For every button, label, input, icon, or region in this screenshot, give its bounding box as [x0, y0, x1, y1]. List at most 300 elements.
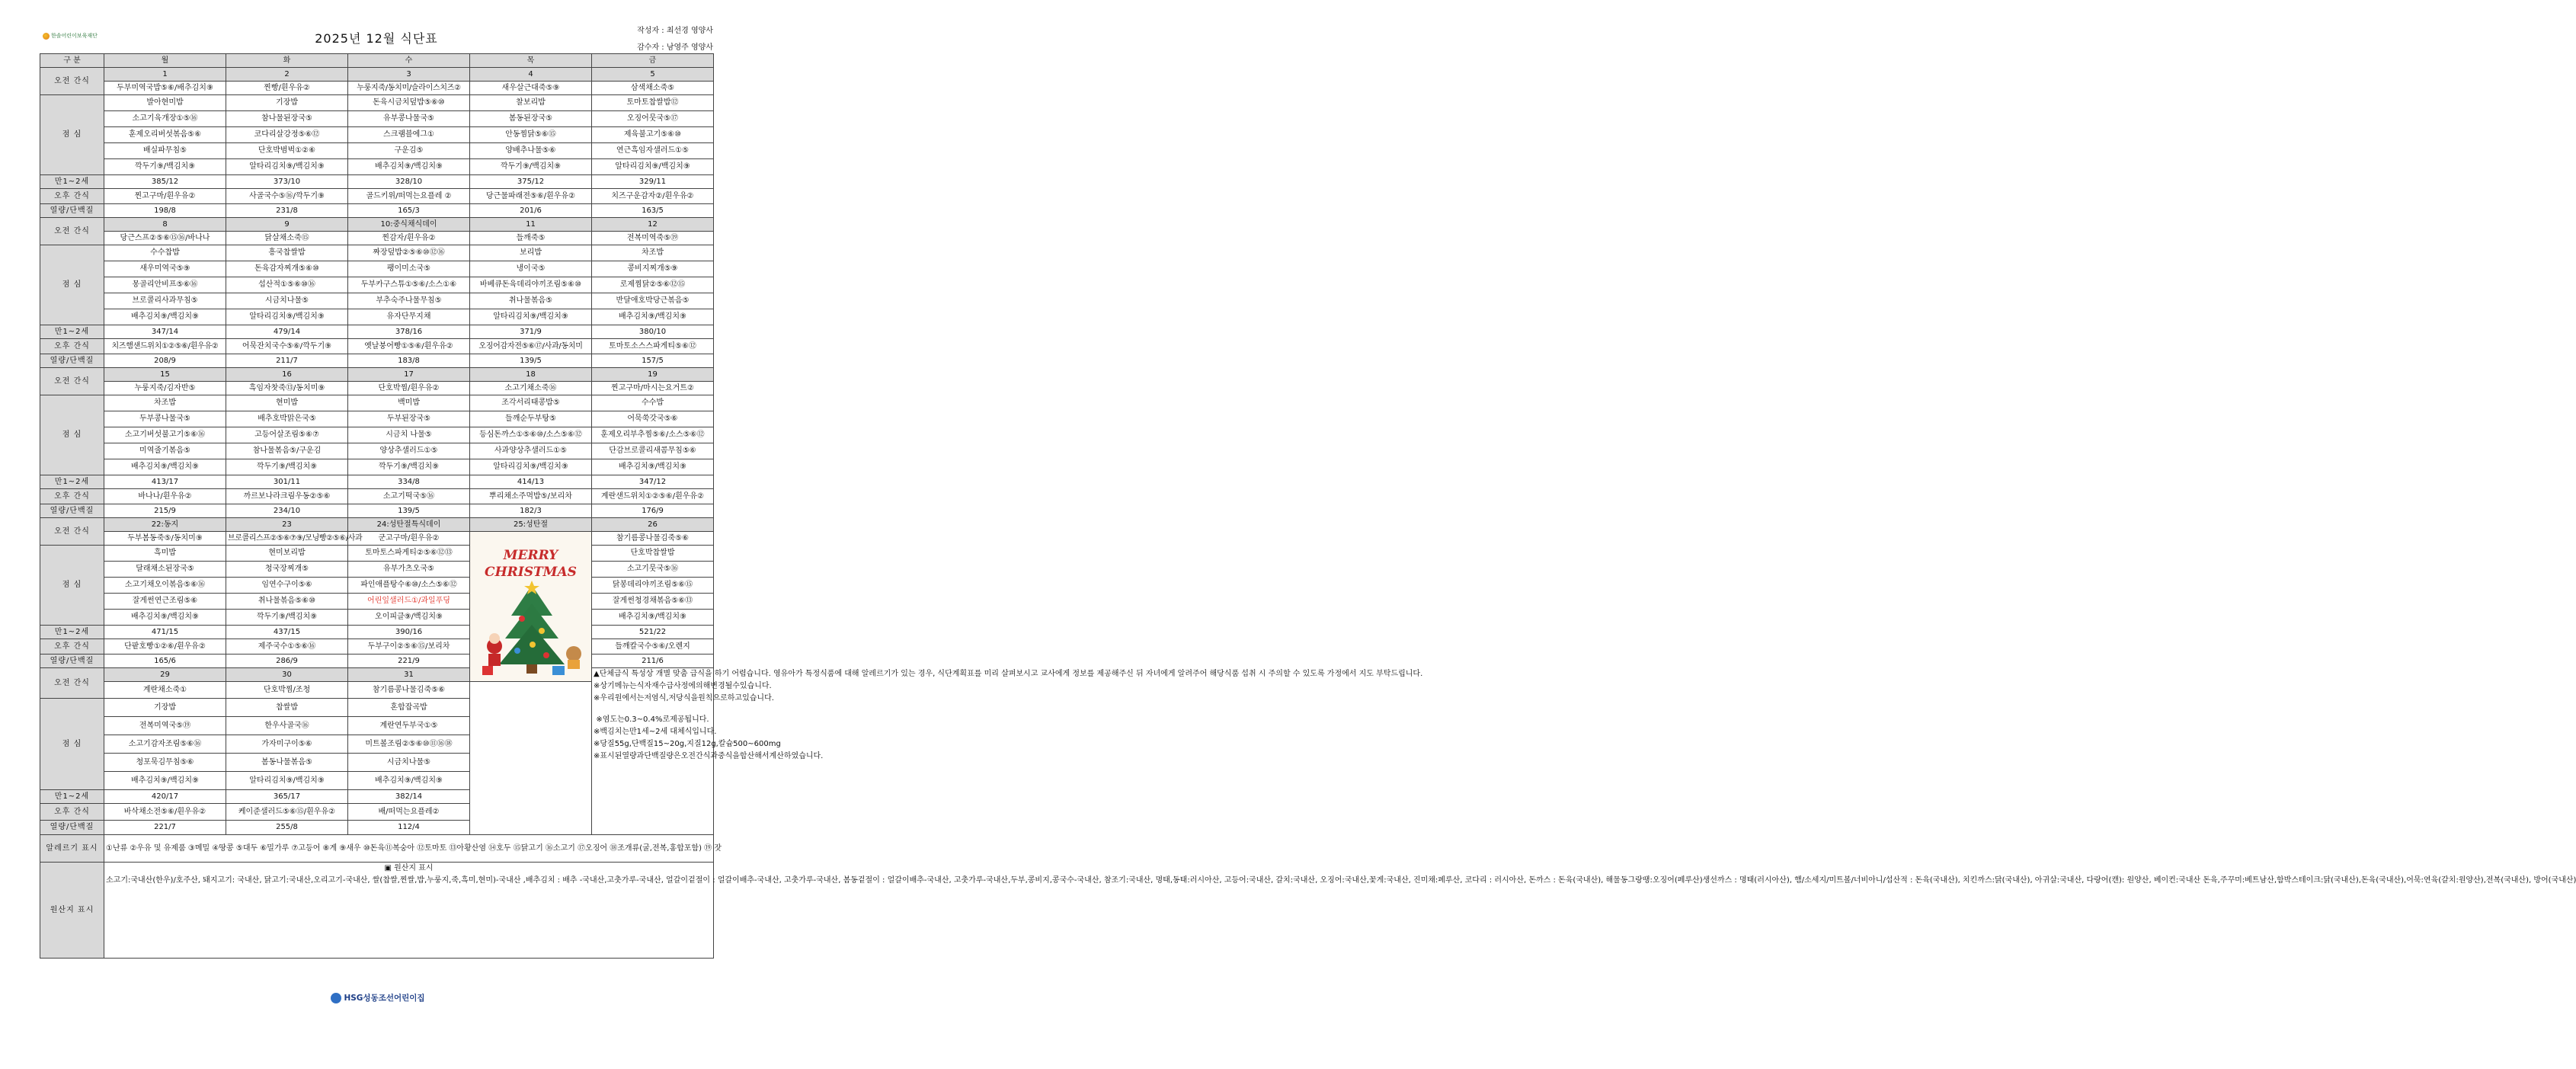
page-title: 2025년 12월 식단표 — [315, 31, 438, 46]
date-cell: 3 — [348, 68, 470, 82]
age-nutrition-cell: 371/9 — [470, 325, 592, 339]
pm-snack-cell: 배/떠먹는요플레② — [348, 804, 470, 821]
table-row — [40, 95, 714, 111]
age-label: 만1~2세 — [40, 626, 104, 639]
age-nutrition-cell: 375/12 — [470, 175, 592, 189]
table-row — [40, 159, 714, 175]
table-row — [40, 368, 714, 382]
table-row — [40, 232, 714, 245]
lunch-cell: 몽골리안비프⑤⑥⑯ — [104, 277, 226, 293]
calories-cell: 211/6 — [592, 655, 714, 668]
origin-info — [104, 863, 2576, 959]
age-nutrition-cell: 521/22 — [592, 626, 714, 639]
day-header: 수 — [348, 54, 470, 68]
calories-cell: 112/4 — [348, 821, 470, 835]
table-row — [40, 293, 714, 309]
lunch-cell: 스크램블에그① — [348, 127, 470, 143]
lunch-cell: 청포묵김무침⑤⑥ — [104, 754, 226, 772]
lunch-cell: 잘게썬청경채볶음⑤⑥⑬ — [592, 594, 714, 610]
am-snack-cell: 누룽지죽/김자반⑤ — [104, 382, 226, 395]
am-snack-cell: 단호박찜/조청 — [226, 682, 348, 699]
date-cell: 16 — [226, 368, 348, 382]
date-cell: 22:동지 — [104, 518, 226, 532]
am-snack-label: 오전 간식 — [40, 668, 104, 699]
lunch-cell: 소고기뭇국⑤⑯ — [592, 562, 714, 578]
lunch-cell: 알타리김치⑨/백김치⑨ — [226, 159, 348, 175]
lunch-cell: 양상추샐러드①⑤ — [348, 443, 470, 459]
age-label: 만1~2세 — [40, 325, 104, 339]
lunch-cell: 두부카구스튜①⑤⑥/소스①⑥ — [348, 277, 470, 293]
lunch-cell: 조각서리태콩밥⑤ — [470, 395, 592, 411]
calories-cell: 183/8 — [348, 354, 470, 368]
date-cell: 29 — [104, 668, 226, 682]
date-cell: 10:중식채식데이 — [348, 218, 470, 232]
lunch-cell: 혼합잡곡밥 — [348, 699, 470, 717]
table-row — [40, 578, 714, 594]
lunch-cell: 돈육감자찌개⑤⑥⑩ — [226, 261, 348, 277]
date-cell: 15 — [104, 368, 226, 382]
lunch-cell: 봄동된장국⑤ — [470, 111, 592, 127]
am-snack-label: 오전 간식 — [40, 68, 104, 95]
lunch-cell: 찰보리밥 — [470, 95, 592, 111]
origin-label: 원산지 표시 — [40, 863, 104, 959]
page-header — [40, 21, 713, 53]
lunch-cell: 알타리김치⑨/백김치⑨ — [592, 159, 714, 175]
lunch-label: 점 심 — [40, 395, 104, 475]
lunch-cell: 소고기채오이볶음⑤⑥⑯ — [104, 578, 226, 594]
lunch-cell: 토마토스파게티②⑤⑥⑫⑬ — [348, 546, 470, 562]
pm-snack-label: 오후 간식 — [40, 189, 104, 204]
lunch-cell: 소고기육개장①⑤⑯ — [104, 111, 226, 127]
age-nutrition-cell: 437/15 — [226, 626, 348, 639]
am-snack-cell: 참기름콩나물김죽⑤⑥ — [348, 682, 470, 699]
lunch-cell: 콩비지찌개⑤⑨ — [592, 261, 714, 277]
lunch-cell: 배추김치⑨/백김치⑨ — [592, 610, 714, 626]
am-snack-cell: 새우살근대죽⑤⑨ — [470, 82, 592, 95]
lunch-cell: 팽이미소국⑤ — [348, 261, 470, 277]
lunch-cell: 바베큐돈육데리야끼조림⑤⑥⑩ — [470, 277, 592, 293]
lunch-cell: 미트볼조림②⑤⑥⑩⑪⑯⑱ — [348, 735, 470, 754]
lunch-cell: 발아현미밥 — [104, 95, 226, 111]
lunch-cell: 고등어살조림⑤⑥⑦ — [226, 427, 348, 443]
pm-snack-cell: 어묵잔치국수⑤⑥/깍두기⑨ — [226, 339, 348, 354]
date-cell: 2 — [226, 68, 348, 82]
age-label: 만1~2세 — [40, 475, 104, 489]
calories-label: 열량/단백질 — [40, 354, 104, 368]
foundation-name: 한솔어린이보육재단 — [51, 33, 98, 39]
pm-snack-label: 오후 간식 — [40, 639, 104, 655]
lunch-cell: 토마토찹쌀밥⑫ — [592, 95, 714, 111]
pm-snack-cell: 바삭채소전⑤⑥/흰우유② — [104, 804, 226, 821]
pm-snack-cell: 제주국수①⑤⑥⑯ — [226, 639, 348, 655]
pm-snack-cell: 들깨칼국수⑤⑥/오렌지 — [592, 639, 714, 655]
lunch-cell: 기장밥 — [104, 699, 226, 717]
table-row — [40, 443, 714, 459]
calories-cell: 286/9 — [226, 655, 348, 668]
pm-snack-cell: 두부구이②⑤⑥⑮/보리차 — [348, 639, 470, 655]
pm-snack-label: 오후 간식 — [40, 489, 104, 504]
date-cell: 5 — [592, 68, 714, 82]
table-row — [40, 459, 714, 475]
am-snack-cell: 찐빵/흰우유② — [226, 82, 348, 95]
table-row — [40, 339, 714, 354]
lunch-cell: 시금치나물⑤ — [226, 293, 348, 309]
lunch-cell: 훈제오리부추찜⑤⑥/소스⑤⑥⑫ — [592, 427, 714, 443]
am-snack-cell: 흑임자찻죽⑬/동치미⑨ — [226, 382, 348, 395]
date-cell: 9 — [226, 218, 348, 232]
calories-cell: 201/6 — [470, 204, 592, 218]
lunch-cell: 미역줄기볶음⑤ — [104, 443, 226, 459]
lunch-cell: 찹쌀밥 — [226, 699, 348, 717]
pm-snack-cell: 찐고구마/흰우유② — [104, 189, 226, 204]
lunch-cell: 짜장덮밥②⑤⑥⑩⑫⑯ — [348, 245, 470, 261]
age-nutrition-cell: 328/10 — [348, 175, 470, 189]
lunch-cell: 코다리살강정⑤⑥⑫ — [226, 127, 348, 143]
origin-text: 소고기:국내산(한우)/호주산, 돼지고기: 국내산, 닭고기:국내산,오리고기-국내산, 쌀(찹쌀,찐쌀,밥,누룽지,죽,흑미,현미)-국내산 ,배추김치 : 배추 -국내산,고춧가루-국내산, 얼갈이겉절이 : 얼갈이배추-국내산, 고춧가루-국내산, 봄동겉절이 : 얼갈이배추-국내산, 고춧가루-국내산,두부,콩비지,콩국수-국내산, 참조기:국내산, 명태,동태:러시아산, 고등어:국내산, 갈치:국내산, 오징어:국내산,꽃게:국내산, 진미채:페루산, 코다리 : 러시아산, 돈까스 : 돈육(국내산), 해물동그랑땡:오징어(페루산)생선까스 : 명태(러시아산), 햄/소세지/미트볼/너비아니/섭산적 : 돈육(국내산), 치킨까스:닭(국내산), 아귀살:국내산, 다랑어(캔): 원양산, 베이컨:국내산 돈육,주꾸미:베트남산,함박스테이크:닭(국내산),돈육(국내산),어묵:연육(갈치:원양산),전복(국내산), 방어(국내산) — [106, 876, 2576, 885]
table-row — [40, 475, 714, 489]
lunch-cell: 단호박범벅①②⑥ — [226, 143, 348, 159]
calories-cell: 157/5 — [592, 354, 714, 368]
table-row — [40, 68, 714, 82]
am-snack-cell: 누룽지죽/동치미/슬라이스치즈② — [348, 82, 470, 95]
age-nutrition-cell: 301/11 — [226, 475, 348, 489]
lunch-cell: 알타리김치⑨/백김치⑨ — [470, 309, 592, 325]
am-snack-cell: 찐감자/흰우유② — [348, 232, 470, 245]
table-row — [40, 111, 714, 127]
table-row — [40, 863, 714, 959]
lunch-cell: 차조밥 — [592, 245, 714, 261]
calories-cell: 139/5 — [470, 354, 592, 368]
date-cell: 31 — [348, 668, 470, 682]
table-row — [40, 354, 714, 368]
lunch-cell: 깍두기⑨/백김치⑨ — [226, 459, 348, 475]
am-snack-cell: 찐고구마/마시는요거트② — [592, 382, 714, 395]
lunch-cell: 어린잎샐러드①/과일푸딩 — [348, 594, 470, 610]
table-row — [40, 546, 714, 562]
lunch-cell: 백미밥 — [348, 395, 470, 411]
date-cell: 26 — [592, 518, 714, 532]
lunch-cell: 부추숙주나물무침⑤ — [348, 293, 470, 309]
lunch-cell: 가자미구이⑤⑥ — [226, 735, 348, 754]
calories-cell: 211/7 — [226, 354, 348, 368]
lunch-cell: 로제찜닭②⑤⑥⑫⑮ — [592, 277, 714, 293]
author-info — [637, 23, 713, 56]
calories-cell: 208/9 — [104, 354, 226, 368]
lunch-cell: 새우미역국⑤⑨ — [104, 261, 226, 277]
pm-snack-cell: 골드키위/떠먹는요플레 ② — [348, 189, 470, 204]
calories-label: 열량/단백질 — [40, 204, 104, 218]
lunch-cell: 시금치 나물⑤ — [348, 427, 470, 443]
calories-cell: 255/8 — [226, 821, 348, 835]
lunch-cell: 보리밥 — [470, 245, 592, 261]
am-snack-cell: 두부봄동죽⑤/동치미⑨ — [104, 532, 226, 546]
pm-snack-cell: 단팥호빵①②⑥/흰우유② — [104, 639, 226, 655]
pm-snack-cell: 바나나/흰우유② — [104, 489, 226, 504]
lunch-cell: 소고기감자조림⑤⑥⑯ — [104, 735, 226, 754]
calories-cell: 198/8 — [104, 204, 226, 218]
pm-snack-label: 오후 간식 — [40, 804, 104, 821]
lunch-cell: 소고기버섯불고기⑤⑥⑯ — [104, 427, 226, 443]
lunch-cell: 배추김치⑨/백김치⑨ — [104, 772, 226, 790]
lunch-label: 점 심 — [40, 95, 104, 175]
calories-cell: 231/8 — [226, 204, 348, 218]
note-line — [594, 705, 712, 714]
age-nutrition-cell: 420/17 — [104, 790, 226, 804]
lunch-cell: 오징어뭇국⑤⑰ — [592, 111, 714, 127]
table-row — [40, 427, 714, 443]
lunch-cell: 달래채소된장국⑤ — [104, 562, 226, 578]
allergy-legend: ①난류 ②우유 및 유제품 ③메밀 ④땅콩 ⑤대두 ⑥밀가루 ⑦고등어 ⑧게 ⑨새우 ⑩돈육⑪복숭아 ⑫토마토 ⑬아황산염 ⑭호두 ⑮닭고기 ⑯소고기 ⑰오징어 ⑱조개류(굴,전복,홍합포함) ⑲ 잣 — [104, 835, 714, 863]
am-snack-cell: 소고기채소죽⑯ — [470, 382, 592, 395]
am-snack-cell: 들깨죽⑤ — [470, 232, 592, 245]
christmas-tree-icon — [472, 581, 592, 680]
date-cell: 1 — [104, 68, 226, 82]
lunch-cell: 흥국찹쌀밥 — [226, 245, 348, 261]
christmas-illustration — [472, 532, 590, 681]
day-header: 목 — [470, 54, 592, 68]
lunch-cell: 현미보리밥 — [226, 546, 348, 562]
table-row — [40, 82, 714, 95]
calories-label: 열량/단백질 — [40, 504, 104, 518]
am-snack-cell: 두부미역국밥⑤⑥/배추김치⑨ — [104, 82, 226, 95]
lunch-cell: 계란연두부국①⑤ — [348, 717, 470, 735]
lunch-cell: 취나물볶음⑤ — [470, 293, 592, 309]
lunch-label: 점 심 — [40, 699, 104, 790]
calories-cell: 176/9 — [592, 504, 714, 518]
age-nutrition-cell: 390/16 — [348, 626, 470, 639]
note-line: ▲단체급식 특성상 개별 맞춤 급식을 하기 어렵습니다. 영유아가 특정식품에 대해 알레르기가 있는 경우, 식단계획표를 미리 살펴보시고 교사에게 정보를 제공해주신 뒤 자녀에게 알려주어 해당식품 섭취 시 주의할 수 있도록 가정에서 지도 부탁드립니다. — [594, 670, 1423, 678]
lunch-cell: 유자단무지채 — [348, 309, 470, 325]
lunch-cell: 배추김치⑨/백김치⑨ — [104, 309, 226, 325]
calories-cell: 215/9 — [104, 504, 226, 518]
lunch-cell: 기장밥 — [226, 95, 348, 111]
am-snack-label: 오전 간식 — [40, 368, 104, 395]
lunch-cell: 유부콩나물국⑤ — [348, 111, 470, 127]
table-row — [40, 175, 714, 189]
age-nutrition-cell: 334/8 — [348, 475, 470, 489]
lunch-cell: 돈육시금치덮밥⑤⑥⑩ — [348, 95, 470, 111]
lunch-cell: 구운김⑤ — [348, 143, 470, 159]
lunch-cell: 시금치나물⑤ — [348, 754, 470, 772]
age-nutrition-cell: 471/15 — [104, 626, 226, 639]
lunch-cell: 안동찜닭⑤⑥⑮ — [470, 127, 592, 143]
date-cell: 8 — [104, 218, 226, 232]
day-header: 화 — [226, 54, 348, 68]
pm-snack-cell: 사골국수⑤⑯/깍두기⑨ — [226, 189, 348, 204]
lunch-cell: 제육불고기⑤⑥⑩ — [592, 127, 714, 143]
pm-snack-cell: 케이준샐러드⑤⑥⑮/흰우유② — [226, 804, 348, 821]
age-nutrition-cell: 373/10 — [226, 175, 348, 189]
lunch-cell: 전복미역국⑤⑲ — [104, 717, 226, 735]
lunch-cell: 깍두기⑨/백김치⑨ — [226, 610, 348, 626]
lunch-cell: 반달애호박당근볶음⑤ — [592, 293, 714, 309]
pm-snack-cell: 소고기떡국⑤⑯ — [348, 489, 470, 504]
lunch-cell: 배추김치⑨/백김치⑨ — [104, 610, 226, 626]
table-row — [40, 594, 714, 610]
lunch-cell: 등심돈까스①⑤⑥⑩/소스⑤⑥⑫ — [470, 427, 592, 443]
table-row — [40, 504, 714, 518]
lunch-cell: 차조밥 — [104, 395, 226, 411]
lunch-cell: 사과양상추샐러드①⑤ — [470, 443, 592, 459]
lunch-cell: 훈제오리버섯볶음⑤⑥ — [104, 127, 226, 143]
am-snack-cell: 당근스프②⑤⑥⑮⑯/바나나 — [104, 232, 226, 245]
calories-cell: 163/5 — [592, 204, 714, 218]
am-snack-cell: 닭살채소죽⑮ — [226, 232, 348, 245]
table-row — [40, 562, 714, 578]
age-nutrition-cell: 378/16 — [348, 325, 470, 339]
footer-brand — [0, 992, 756, 1003]
age-label: 만1~2세 — [40, 790, 104, 804]
lunch-cell: 두부된장국⑤ — [348, 411, 470, 427]
table-row — [40, 532, 714, 546]
lunch-cell: 유부가츠오국⑤ — [348, 562, 470, 578]
lunch-cell: 닭봉데리야끼조림⑤⑥⑮ — [592, 578, 714, 594]
am-snack-cell: 단호박찜/흰우유② — [348, 382, 470, 395]
lunch-cell: 알타리김치⑨/백김치⑨ — [470, 459, 592, 475]
am-snack-label: 오전 간식 — [40, 218, 104, 245]
notes-cell — [592, 668, 1423, 835]
note-line: ※백김치는만1세~2세 대체식입니다. — [594, 728, 717, 736]
lunch-cell: 잘게썬연근조림⑤⑥ — [104, 594, 226, 610]
merry-text: MERRY — [503, 548, 558, 563]
lunch-cell: 배실파무침⑤ — [104, 143, 226, 159]
am-snack-cell: 전복미역죽⑤⑲ — [592, 232, 714, 245]
lunch-cell: 깍두기⑨/백김치⑨ — [104, 159, 226, 175]
lunch-cell: 배추김치⑨/백김치⑨ — [104, 459, 226, 475]
lunch-cell: 알타리김치⑨/백김치⑨ — [226, 772, 348, 790]
christmas-greeting — [472, 547, 590, 581]
meal-plan-table — [40, 53, 2576, 959]
calories-cell: 221/7 — [104, 821, 226, 835]
age-nutrition-cell: 329/11 — [592, 175, 714, 189]
lunch-cell: 취나물볶음⑤⑥⑩ — [226, 594, 348, 610]
am-snack-cell: 계란채소죽① — [104, 682, 226, 699]
table-row — [40, 518, 714, 532]
table-row — [40, 668, 714, 682]
date-cell: 19 — [592, 368, 714, 382]
date-cell: 17 — [348, 368, 470, 382]
lunch-cell: 참나물된장국⑤ — [226, 111, 348, 127]
lunch-cell: 청국장찌개⑤ — [226, 562, 348, 578]
pm-snack-cell: 오징어감자전⑤⑥⑰/사과/동치미 — [470, 339, 592, 354]
am-snack-cell: 삼색채소죽⑤ — [592, 82, 714, 95]
lunch-cell: 수수밥 — [592, 395, 714, 411]
table-row — [40, 489, 714, 504]
age-label: 만1~2세 — [40, 175, 104, 189]
table-row — [40, 411, 714, 427]
lunch-cell: 연근흑임자샐러드①⑤ — [592, 143, 714, 159]
school-logo-icon — [331, 993, 341, 1003]
calories-cell: 234/10 — [226, 504, 348, 518]
date-cell: 18 — [470, 368, 592, 382]
lunch-cell: 섭산적①⑤⑥⑩⑯ — [226, 277, 348, 293]
lunch-cell: 오이피클⑨/백김치⑨ — [348, 610, 470, 626]
calories-cell: 221/9 — [348, 655, 470, 668]
allergy-label: 알레르기 표시 — [40, 835, 104, 863]
pm-snack-cell: 치즈햄샌드위치①②⑤⑥/흰우유② — [104, 339, 226, 354]
lunch-label: 점 심 — [40, 546, 104, 626]
table-row — [40, 382, 714, 395]
lunch-cell: 어묵쑥갓국⑤⑥ — [592, 411, 714, 427]
lunch-cell: 냉이국⑤ — [470, 261, 592, 277]
christmas-text: CHRISTMAS — [485, 565, 577, 580]
lunch-label: 점 심 — [40, 245, 104, 325]
lunch-cell: 참나물볶음⑤/구운김 — [226, 443, 348, 459]
note-line: ※상기메뉴는식자재수급사정에의해변경될수있습니다. — [594, 682, 772, 690]
pm-snack-cell: 뿌리채소주먹밥⑤/보리차 — [470, 489, 592, 504]
day-header: 금 — [592, 54, 714, 68]
table-row — [40, 835, 714, 863]
date-cell: 30 — [226, 668, 348, 682]
lunch-cell: 들깨순두부탕⑤ — [470, 411, 592, 427]
table-row — [40, 127, 714, 143]
calories-label: 열량/단백질 — [40, 655, 104, 668]
date-cell: 25:성탄절 — [470, 518, 592, 532]
date-cell: 12 — [592, 218, 714, 232]
christmas-image — [470, 532, 592, 682]
pm-snack-cell: 까르보나라크림우동②⑤⑥ — [226, 489, 348, 504]
note-line: ※염도는0.3~0.4%로제공됩니다. — [596, 715, 709, 724]
calories-label: 열량/단백질 — [40, 821, 104, 835]
lunch-cell: 배추호박맑은국⑤ — [226, 411, 348, 427]
pm-snack-cell: 계란샌드위치①②⑤⑥/흰우유② — [592, 489, 714, 504]
table-row — [40, 325, 714, 339]
age-nutrition-cell: 347/12 — [592, 475, 714, 489]
lunch-cell: 현미밥 — [226, 395, 348, 411]
date-cell: 24:성탄절특식데이 — [348, 518, 470, 532]
age-nutrition-cell: 413/17 — [104, 475, 226, 489]
table-row — [40, 204, 714, 218]
pm-snack-cell: 토마토소스스파게티⑤⑥⑫ — [592, 339, 714, 354]
date-cell: 23 — [226, 518, 348, 532]
lunch-cell: 단감브로콜리새콤무침⑤⑥ — [592, 443, 714, 459]
table-row — [40, 626, 714, 639]
table-row — [40, 143, 714, 159]
footer-name: HSG성동조선어린이집 — [344, 994, 425, 1003]
origin-title: ▣ 원산지 표시 — [384, 864, 434, 872]
lunch-cell: 배추김치⑨/백김치⑨ — [592, 309, 714, 325]
age-nutrition-cell: 382/14 — [348, 790, 470, 804]
table-row — [40, 54, 714, 68]
am-snack-cell: 브로콜리스프②⑤⑥⑦⑨/모닝빵②⑤⑥/사과 — [226, 532, 348, 546]
table-row — [40, 309, 714, 325]
age-nutrition-cell: 380/10 — [592, 325, 714, 339]
note-line: ※우리원에서는저염식,저당식을원칙으로하고있습니다. — [594, 694, 774, 703]
lunch-cell: 깍두기⑨/백김치⑨ — [470, 159, 592, 175]
day-header: 월 — [104, 54, 226, 68]
table-row — [40, 655, 714, 668]
table-row — [40, 245, 714, 261]
table-row — [40, 189, 714, 204]
table-row — [40, 261, 714, 277]
pm-snack-cell: 당근물파래전⑤⑥/흰우유② — [470, 189, 592, 204]
lunch-cell: 브로콜리사과무침⑤ — [104, 293, 226, 309]
reviewer: 감수자 : 남영주 영양사 — [637, 43, 713, 52]
pm-snack-label: 오후 간식 — [40, 339, 104, 354]
age-nutrition-cell: 385/12 — [104, 175, 226, 189]
age-nutrition-cell: 347/14 — [104, 325, 226, 339]
lunch-cell: 수수찹밥 — [104, 245, 226, 261]
lunch-cell: 깍두기⑨/백김치⑨ — [348, 459, 470, 475]
note-line: ※표시된열량과단백질량은오전간식과중식을합산해서계산하였습니다. — [594, 752, 824, 760]
calories-cell: 139/5 — [348, 504, 470, 518]
calories-cell: 165/6 — [104, 655, 226, 668]
calories-cell: 165/3 — [348, 204, 470, 218]
lunch-cell: 흑미밥 — [104, 546, 226, 562]
lunch-cell: 단호박찹쌀밥 — [592, 546, 714, 562]
lunch-cell: 배추김치⑨/백김치⑨ — [592, 459, 714, 475]
calories-cell: 182/3 — [470, 504, 592, 518]
